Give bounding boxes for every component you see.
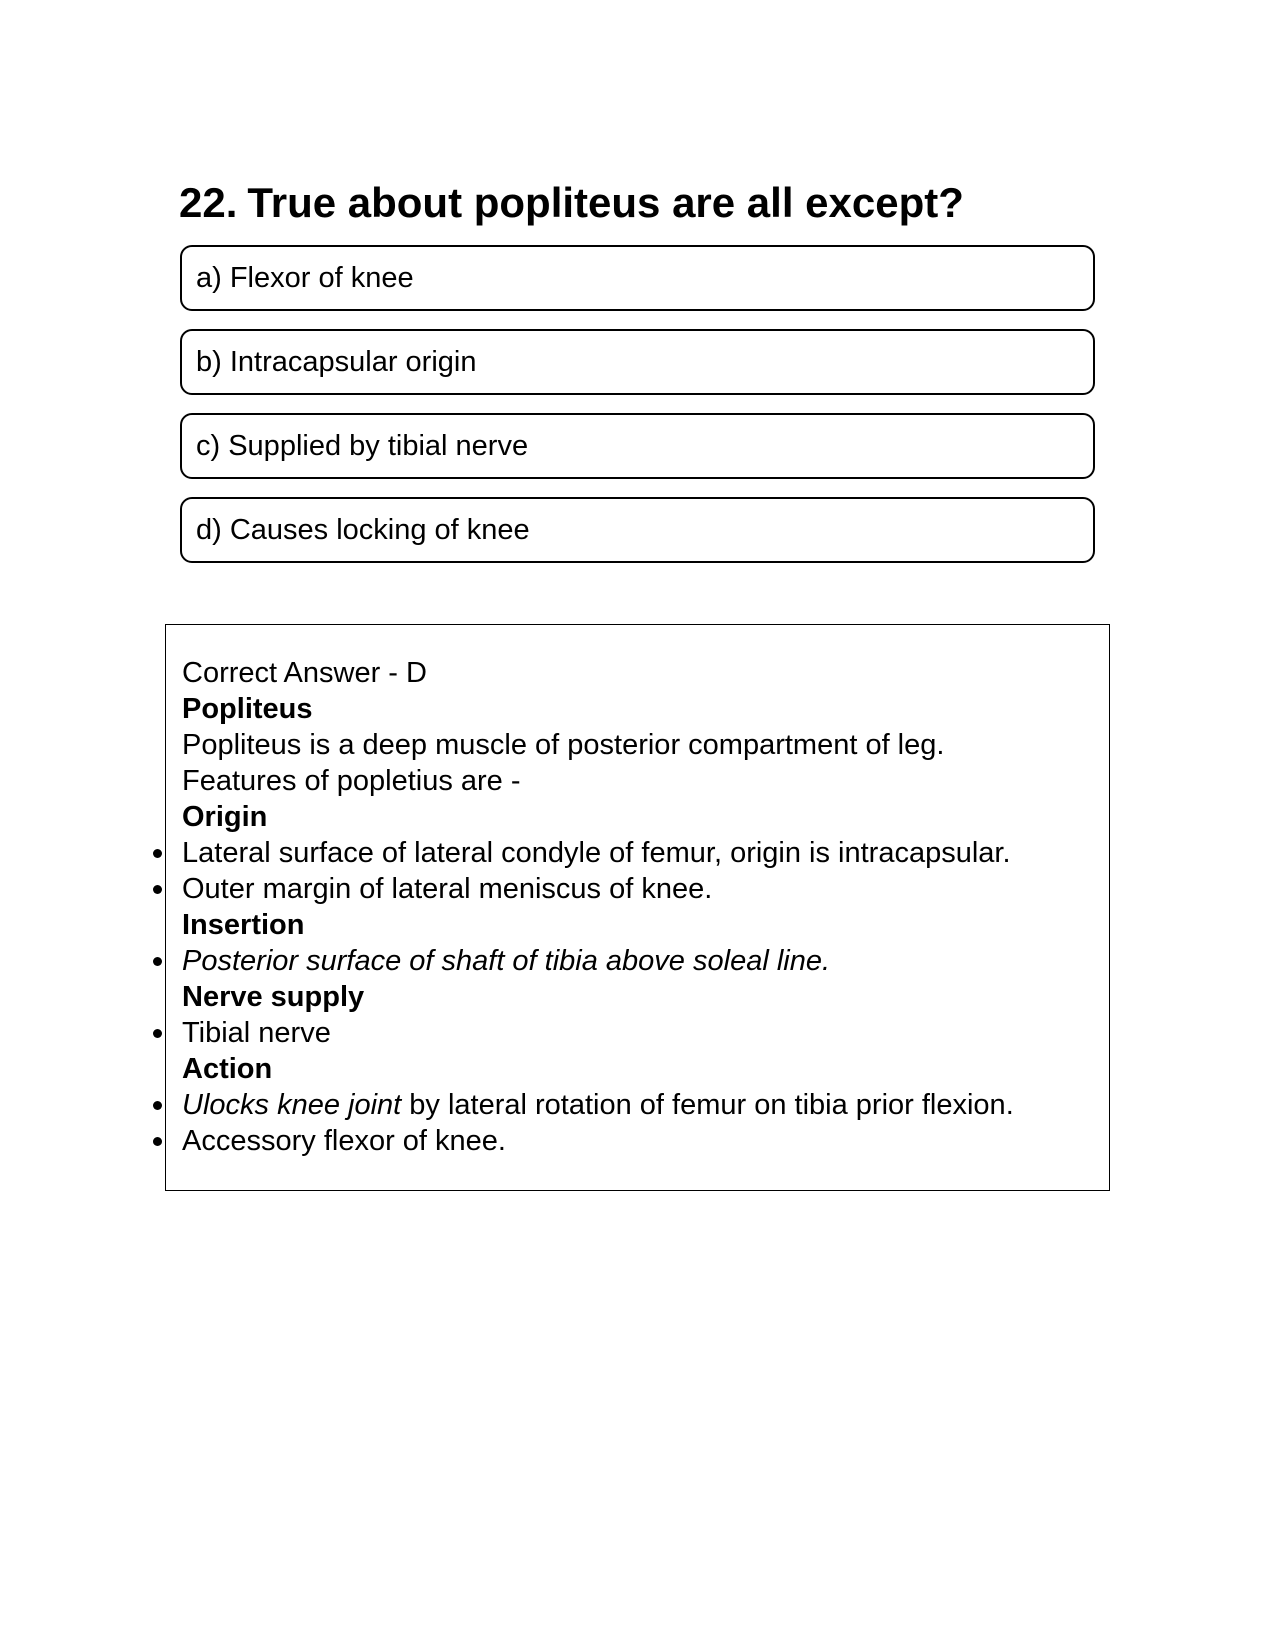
action-item: Accessory flexor of knee. [182, 1123, 1014, 1159]
option-a[interactable]: a) Flexor of knee [180, 245, 1095, 311]
question-number: 22. [179, 179, 238, 226]
origin-heading: Origin [182, 801, 268, 833]
insertion-heading: Insertion [182, 909, 305, 941]
origin-item: Lateral surface of lateral condyle of femur, origin is intracapsular. [182, 835, 1014, 871]
question-text: True about popliteus are all except? [247, 179, 964, 226]
features-line: Features of popletius are - [182, 765, 521, 797]
action-heading: Action [182, 1053, 273, 1085]
answer-explanation-content [182, 655, 1014, 1159]
question-title [179, 178, 964, 228]
option-d[interactable]: d) Causes locking of knee [180, 497, 1095, 563]
option-c[interactable]: c) Supplied by tibial nerve [180, 413, 1095, 479]
correct-answer: Correct Answer - D [182, 657, 427, 689]
action-item [182, 1087, 1014, 1123]
nerve-supply-heading: Nerve supply [182, 981, 365, 1013]
option-b[interactable]: b) Intracapsular origin [180, 329, 1095, 395]
explanation-intro: Popliteus is a deep muscle of posterior compartment of leg. [182, 729, 945, 761]
answer-explanation-box [165, 624, 1110, 1191]
origin-item: Outer margin of lateral meniscus of knee. [182, 871, 1014, 907]
insertion-item: Posterior surface of shaft of tibia above soleal line. [182, 943, 1014, 979]
action-item-italic: Ulocks knee joint [182, 1089, 402, 1121]
nerve-supply-item: Tibial nerve [182, 1015, 1014, 1051]
action-item-rest: by lateral rotation of femur on tibia prior flexion. [401, 1089, 1014, 1121]
explanation-heading: Popliteus [182, 693, 313, 725]
